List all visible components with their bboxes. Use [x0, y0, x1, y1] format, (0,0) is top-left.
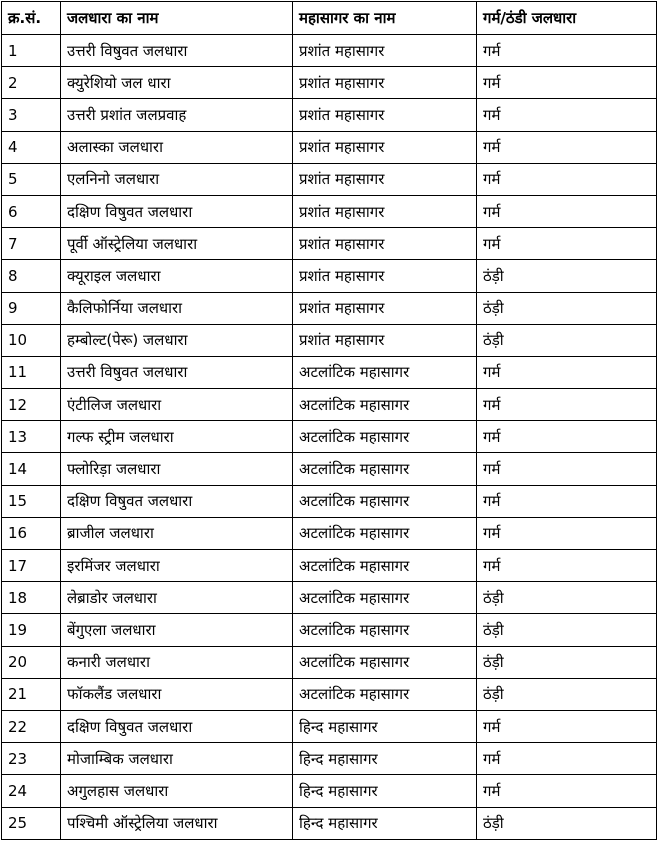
cell-serial-number: 5 — [2, 163, 61, 195]
cell-current-name: अलास्का जलधारा — [61, 131, 293, 163]
cell-ocean-name: प्रशांत महासागर — [293, 260, 477, 292]
cell-warm-cold: गर्म — [477, 67, 657, 99]
cell-warm-cold: ठंड़ी — [477, 807, 657, 839]
cell-ocean-name: अटलांटिक महासागर — [293, 582, 477, 614]
table-row — [2, 131, 657, 163]
cell-serial-number: 4 — [2, 131, 61, 163]
cell-serial-number: 11 — [2, 356, 61, 388]
cell-current-name: एलनिनो जलधारा — [61, 163, 293, 195]
cell-warm-cold: ठंड़ी — [477, 324, 657, 356]
cell-current-name: एंटीलिज जलधारा — [61, 389, 293, 421]
cell-ocean-name: प्रशांत महासागर — [293, 195, 477, 227]
cell-serial-number: 3 — [2, 99, 61, 131]
cell-serial-number: 8 — [2, 260, 61, 292]
cell-warm-cold: ठंड़ी — [477, 678, 657, 710]
table-row — [2, 356, 657, 388]
table-row — [2, 678, 657, 710]
cell-ocean-name: अटलांटिक महासागर — [293, 614, 477, 646]
cell-warm-cold: गर्म — [477, 35, 657, 67]
cell-warm-cold: ठंड़ी — [477, 582, 657, 614]
cell-warm-cold: ठंड़ी — [477, 646, 657, 678]
cell-ocean-name: अटलांटिक महासागर — [293, 678, 477, 710]
cell-current-name: गल्फ स्ट्रीम जलधारा — [61, 421, 293, 453]
cell-serial-number: 23 — [2, 743, 61, 775]
cell-serial-number: 14 — [2, 453, 61, 485]
table-row — [2, 260, 657, 292]
header-serial-number: क्र.सं. — [2, 2, 61, 35]
cell-ocean-name: प्रशांत महासागर — [293, 35, 477, 67]
cell-current-name: लेब्राडोर जलधारा — [61, 582, 293, 614]
table-row — [2, 517, 657, 549]
cell-warm-cold: गर्म — [477, 453, 657, 485]
cell-serial-number: 16 — [2, 517, 61, 549]
cell-serial-number: 13 — [2, 421, 61, 453]
cell-warm-cold: ठंड़ी — [477, 260, 657, 292]
table-row — [2, 99, 657, 131]
cell-ocean-name: हिन्द महासागर — [293, 743, 477, 775]
table-row — [2, 389, 657, 421]
table-row — [2, 324, 657, 356]
table-row — [2, 228, 657, 260]
cell-serial-number: 12 — [2, 389, 61, 421]
cell-serial-number: 2 — [2, 67, 61, 99]
cell-serial-number: 1 — [2, 35, 61, 67]
cell-ocean-name: प्रशांत महासागर — [293, 292, 477, 324]
table-row — [2, 550, 657, 582]
cell-serial-number: 22 — [2, 710, 61, 742]
table-row — [2, 421, 657, 453]
table-row — [2, 775, 657, 807]
cell-ocean-name: हिन्द महासागर — [293, 710, 477, 742]
cell-ocean-name: अटलांटिक महासागर — [293, 453, 477, 485]
cell-warm-cold: गर्म — [477, 99, 657, 131]
cell-serial-number: 20 — [2, 646, 61, 678]
cell-warm-cold: गर्म — [477, 228, 657, 260]
table-row — [2, 710, 657, 742]
cell-current-name: फ्लोरिड़ा जलधारा — [61, 453, 293, 485]
cell-warm-cold: ठंड़ी — [477, 292, 657, 324]
cell-current-name: पूर्वी ऑस्ट्रेलिया जलधारा — [61, 228, 293, 260]
cell-ocean-name: अटलांटिक महासागर — [293, 356, 477, 388]
cell-serial-number: 17 — [2, 550, 61, 582]
cell-current-name: दक्षिण विषुवत जलधारा — [61, 710, 293, 742]
cell-current-name: हम्बोल्ट(पेरू) जलधारा — [61, 324, 293, 356]
cell-current-name: ब्राजील जलधारा — [61, 517, 293, 549]
cell-current-name: क्यूराइल जलधारा — [61, 260, 293, 292]
header-ocean-name: महासागर का नाम — [293, 2, 477, 35]
cell-ocean-name: प्रशांत महासागर — [293, 324, 477, 356]
cell-serial-number: 7 — [2, 228, 61, 260]
table-row — [2, 485, 657, 517]
cell-warm-cold: गर्म — [477, 421, 657, 453]
cell-warm-cold: ठंड़ी — [477, 614, 657, 646]
cell-current-name: पश्चिमी ऑस्ट्रेलिया जलधारा — [61, 807, 293, 839]
cell-ocean-name: अटलांटिक महासागर — [293, 550, 477, 582]
cell-warm-cold: गर्म — [477, 743, 657, 775]
cell-ocean-name: प्रशांत महासागर — [293, 67, 477, 99]
cell-current-name: उत्तरी प्रशांत जलप्रवाह — [61, 99, 293, 131]
cell-current-name: मोजाम्बिक जलधारा — [61, 743, 293, 775]
cell-ocean-name: हिन्द महासागर — [293, 807, 477, 839]
cell-current-name: फॉकलैंड जलधारा — [61, 678, 293, 710]
cell-ocean-name: प्रशांत महासागर — [293, 163, 477, 195]
cell-current-name: कैलिफोर्निया जलधारा — [61, 292, 293, 324]
cell-serial-number: 25 — [2, 807, 61, 839]
cell-warm-cold: गर्म — [477, 485, 657, 517]
cell-serial-number: 21 — [2, 678, 61, 710]
cell-serial-number: 24 — [2, 775, 61, 807]
cell-serial-number: 15 — [2, 485, 61, 517]
cell-serial-number: 6 — [2, 195, 61, 227]
cell-ocean-name: अटलांटिक महासागर — [293, 485, 477, 517]
header-current-name: जलधारा का नाम — [61, 2, 293, 35]
cell-warm-cold: गर्म — [477, 389, 657, 421]
cell-ocean-name: प्रशांत महासागर — [293, 99, 477, 131]
cell-ocean-name: प्रशांत महासागर — [293, 131, 477, 163]
cell-ocean-name: अटलांटिक महासागर — [293, 517, 477, 549]
cell-current-name: उत्तरी विषुवत जलधारा — [61, 35, 293, 67]
cell-current-name: कनारी जलधारा — [61, 646, 293, 678]
table-row — [2, 743, 657, 775]
cell-warm-cold: गर्म — [477, 775, 657, 807]
cell-ocean-name: प्रशांत महासागर — [293, 228, 477, 260]
cell-serial-number: 19 — [2, 614, 61, 646]
cell-ocean-name: हिन्द महासागर — [293, 775, 477, 807]
cell-warm-cold: गर्म — [477, 710, 657, 742]
header-warm-cold: गर्म/ठंडी जलधारा — [477, 2, 657, 35]
cell-warm-cold: गर्म — [477, 517, 657, 549]
table-row — [2, 195, 657, 227]
cell-current-name: अगुलहास जलधारा — [61, 775, 293, 807]
cell-warm-cold: गर्म — [477, 131, 657, 163]
cell-warm-cold: गर्म — [477, 550, 657, 582]
table-row — [2, 67, 657, 99]
table-row — [2, 35, 657, 67]
cell-current-name: उत्तरी विषुवत जलधारा — [61, 356, 293, 388]
cell-serial-number: 18 — [2, 582, 61, 614]
table-row — [2, 582, 657, 614]
table-row — [2, 807, 657, 839]
cell-current-name: दक्षिण विषुवत जलधारा — [61, 485, 293, 517]
cell-warm-cold: गर्म — [477, 195, 657, 227]
table-row — [2, 614, 657, 646]
table-header-row — [2, 2, 657, 35]
table-row — [2, 163, 657, 195]
cell-current-name: दक्षिण विषुवत जलधारा — [61, 195, 293, 227]
cell-ocean-name: अटलांटिक महासागर — [293, 421, 477, 453]
cell-current-name: क्युरेशियो जल धारा — [61, 67, 293, 99]
cell-current-name: बेंगुएला जलधारा — [61, 614, 293, 646]
table-body — [2, 35, 657, 840]
cell-current-name: इरमिंजर जलधारा — [61, 550, 293, 582]
cell-warm-cold: गर्म — [477, 356, 657, 388]
cell-ocean-name: अटलांटिक महासागर — [293, 389, 477, 421]
table-row — [2, 646, 657, 678]
table-row — [2, 292, 657, 324]
cell-serial-number: 9 — [2, 292, 61, 324]
cell-warm-cold: गर्म — [477, 163, 657, 195]
cell-serial-number: 10 — [2, 324, 61, 356]
ocean-currents-table — [1, 1, 657, 840]
cell-ocean-name: अटलांटिक महासागर — [293, 646, 477, 678]
table-row — [2, 453, 657, 485]
